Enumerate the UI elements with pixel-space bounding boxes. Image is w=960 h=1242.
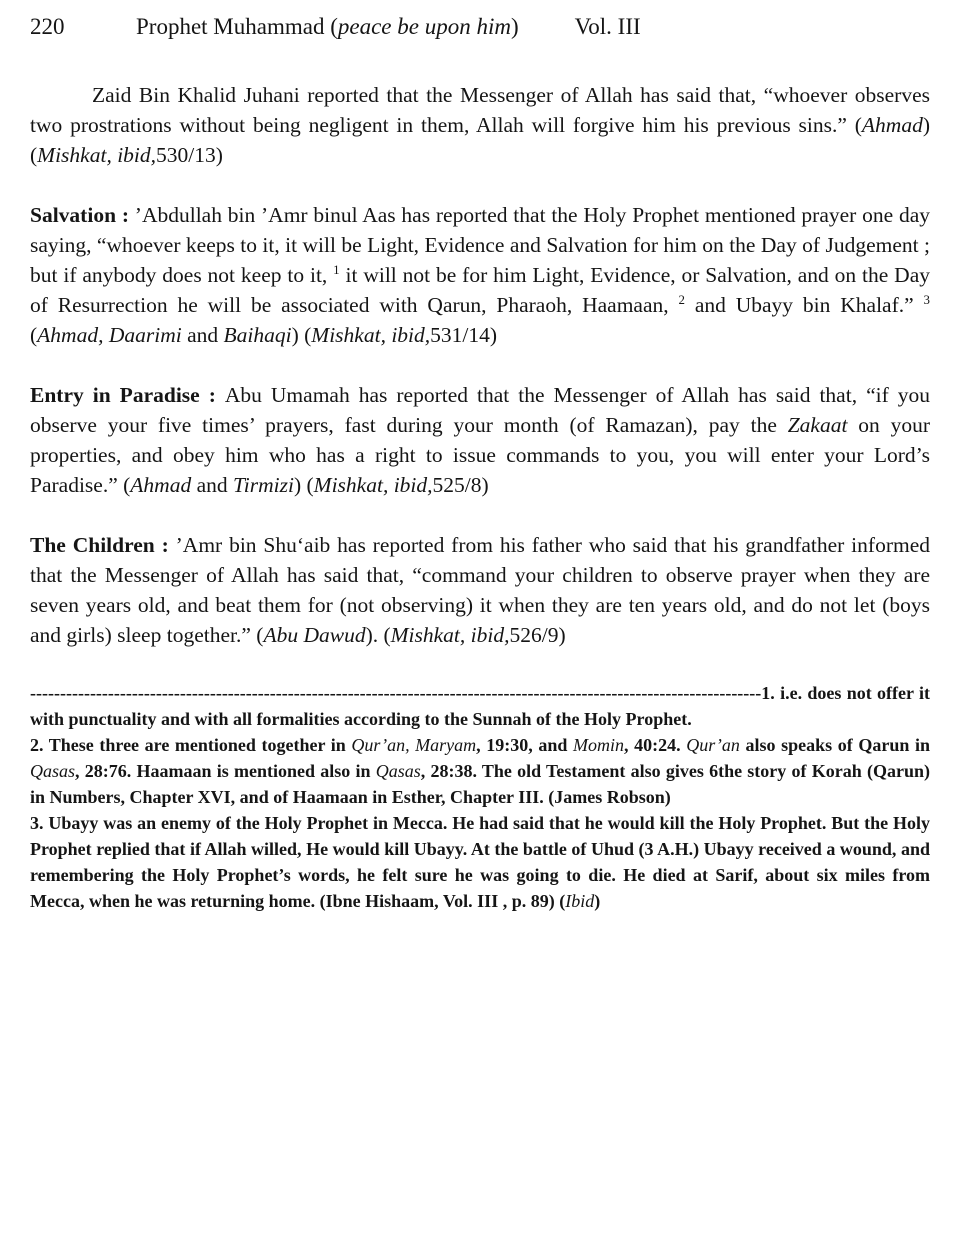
text-segment: Momin (573, 735, 625, 755)
text-segment: Ibid (565, 891, 595, 911)
text-segment: Qur’an, Maryam (351, 735, 477, 755)
paragraph-salvation (30, 200, 930, 350)
text-segment: , 19:30, and (476, 735, 574, 755)
text-segment: Zaid Bin Khalid Juhani reported that the Messenger of Allah has said that, “whoever observes two prostrations without being negligent in them, Allah will forgive him his previous sins.” ( (30, 83, 930, 137)
text-segment: ’Abdullah bin ’Amr binul Aas has reported that the Holy Prophet mentioned prayer one day saying, “whoever keeps to it, it will be Light, Evidence and Salvation for him on the Day of Judgement ; but if anybody does not keep to it, (30, 203, 930, 287)
paragraph-the-children (30, 530, 930, 650)
text-segment: Mishkat, ibid, (37, 143, 157, 167)
text-segment: ). ( (365, 623, 391, 647)
text-segment: Salvation : (30, 203, 135, 227)
paragraph-zaid-report (30, 80, 930, 170)
text-segment: on your properties, and obey him who has a right to issue commands to you, you will enter your Lord’s Paradise.” ( (30, 413, 930, 497)
text-segment: , 28:38. The old Testament also gives 6the story of Korah (Qarun) in Numbers, Chapter XVI, and of Haamaan in Esther, Chapter III. (James Robson) (30, 761, 930, 807)
text-segment: 2. These three are mentioned together in (30, 735, 352, 755)
text-segment: Mishkat, ibid, (313, 473, 433, 497)
text-segment: Zakaat (787, 413, 848, 437)
text-segment: and Ubayy bin Khalaf.” (684, 293, 924, 317)
text-segment: , 40:24. (624, 735, 687, 755)
text-segment: Qasas (375, 761, 421, 781)
text-segment: 531/14) (430, 323, 498, 347)
text-segment: and (191, 473, 234, 497)
text-segment: also speaks of Qarun in (739, 735, 930, 755)
footnote-2 (30, 732, 930, 810)
text-segment: ’Amr bin Shu‘aib has reported from his father who said that his grandfather informed that the Messenger of Allah has said that, “command your children to observe prayer when they are seven years old, and beat them for (not observing) it when they are ten years old, and do not let (boys and girls) sleep together.” ( (30, 533, 930, 647)
text-segment: Qur’an (686, 735, 740, 755)
text-segment: Prophet Muhammad ( (136, 14, 338, 39)
text-segment: Mishkat, ibid, (311, 323, 431, 347)
text-segment: Entry in Paradise : (30, 383, 225, 407)
text-segment: , 28:76. Haamaan is mentioned also in (75, 761, 376, 781)
text-segment: Tirmizi (233, 473, 294, 497)
text-segment: 1 (333, 262, 340, 277)
text-segment: Baihaqi (223, 323, 292, 347)
text-segment: ) ( (293, 473, 314, 497)
text-segment: 525/8) (432, 473, 489, 497)
text-segment: and (181, 323, 224, 347)
text-segment: Abu Dawud (263, 623, 366, 647)
page-header (30, 14, 930, 40)
text-segment: --------------------------------------------------------------------------------------------------------------------------1. i.e. does not offer it with punctuality and with all formalities according to the Sunnah of the Holy Prophet. (30, 683, 930, 729)
text-segment: 526/9) (509, 623, 566, 647)
text-segment: 3 (923, 292, 930, 307)
text-segment: Mishkat, ibid, (390, 623, 510, 647)
text-segment: ) (510, 14, 519, 39)
volume-label: Vol. III (574, 14, 641, 39)
text-segment: ) ( (291, 323, 312, 347)
text-segment: ) ( (30, 113, 930, 167)
text-segment: peace be upon him (337, 14, 511, 39)
footnotes-section (30, 680, 930, 914)
book-title (136, 14, 519, 40)
footnote-3 (30, 810, 930, 914)
text-segment: The Children : (30, 533, 176, 557)
text-segment: 2 (678, 292, 685, 307)
text-segment: Ahmad (130, 473, 192, 497)
text-segment: ( (30, 323, 38, 347)
text-segment: it will not be for him Light, Evidence, or Salvation, and on the Day of Resurrection he will be associated with Qarun, Pharaoh, Haamaan, (30, 263, 930, 317)
footnote-1 (30, 680, 930, 732)
text-segment: 3. Ubayy was an enemy of the Holy Prophet in Mecca. He had said that he would kill the Holy Prophet. But the Holy Prophet replied that if Allah willed, He would kill Ubayy. At the battle of Uhud (3 A.H.) Ubayy received a wound, and remembering the Holy Prophet’s words, he felt sure he was going to die. He died at Sarif, about six miles from Mecca, when he was returning home. (Ibne Hishaam, Vol. III , p. 89) ( (30, 813, 930, 911)
text-segment: Ahmad, Daarimi (37, 323, 182, 347)
text-segment: ) (594, 891, 601, 911)
text-segment: Abu Umamah has reported that the Messenger of Allah has said that, “if you observe your five times’ prayers, fast during your month (of Ramazan), pay the (30, 383, 931, 437)
paragraph-entry-in-paradise (30, 380, 930, 500)
text-segment: Ahmad (861, 113, 923, 137)
text-segment: 530/13) (156, 143, 223, 167)
text-segment: Qasas (30, 761, 76, 781)
page-number: 220 (30, 14, 65, 39)
